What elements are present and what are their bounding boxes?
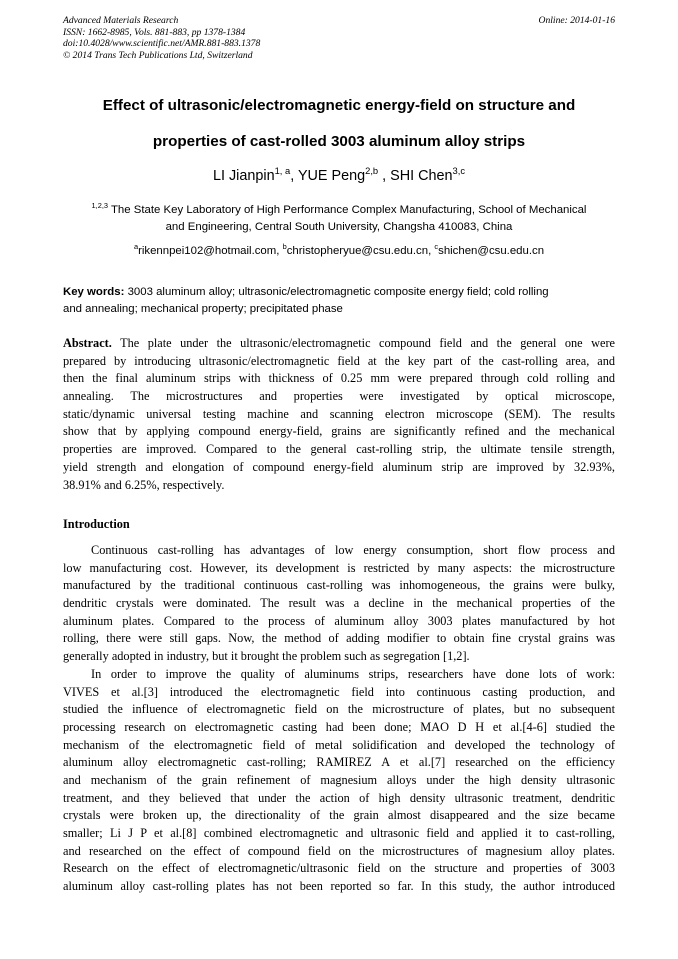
body-line: studied the influence of electromagnetic field on the microstructure of plates, but no subsequent <box>63 702 615 717</box>
introduction-body <box>63 542 615 896</box>
body-line: Continuous cast-rolling has advantages of low energy consumption, short flow process and <box>91 543 615 557</box>
keywords-section <box>63 284 615 318</box>
body-line: dendritic crystals were dominated. The result was a decline in the mechanical properties of the <box>63 596 615 611</box>
keywords-line-1 <box>63 284 615 301</box>
email-sup: c <box>434 242 439 252</box>
body-line: processing research on electromagnetic casting had been done; MAO D H et al.[4-6] studied the <box>63 719 615 734</box>
keywords-text-1: 3003 aluminum alloy; ultrasonic/electromagnetic composite energy field; cold rolling <box>124 286 549 298</box>
abstract-line: yield strength and elongation of compound energy-field aluminum strip are improved by 32.93%, <box>63 459 615 474</box>
email-sup: b <box>282 242 287 252</box>
body-line: aluminum plates. Compared to the process of aluminum alloy 3003 plates manufactured by hot <box>63 613 615 628</box>
email-link[interactable]: shichen@csu.edu.cn <box>438 245 545 257</box>
paper-title <box>40 88 638 160</box>
abstract-line: then the final aluminum strips with thickness of 0.25 mm were prepared through cold rolling and <box>63 371 615 386</box>
affiliation <box>63 202 615 236</box>
author-affil-sup: 2,b <box>365 166 379 177</box>
body-line: smaller; Li J P et al.[8] combined electromagnetic and ultrasonic field and applied it to cast-rolling, <box>63 826 615 840</box>
author-list: LI Jianpin$^{1, a}$, YUE Peng$^{2,b}$ , SHI Chen$^{3,c}$ <box>212 166 465 184</box>
email-sup: a <box>133 242 139 252</box>
body-line: manufactured by the traditional continuous cast-rolling was inhomogeneous, the grains were bulky, <box>63 578 615 593</box>
body-line: Research on the effect of electromagnetic/ultrasonic field on the structure and properties of 3003 <box>63 861 615 876</box>
body-line: mechanism of the electromagnetic field of metal solidification and developed the technology of <box>63 737 615 752</box>
body-line: generally adopted in industry, but it brought the problem such as segregation [1,2]. <box>63 649 470 664</box>
abstract-line: show that by applying compound energy-field, grains are significantly refined and the mechanical <box>63 424 615 439</box>
body-line: aluminum alloy cast-rolling plates has not been reported so far. In this study, the author introduced <box>63 879 615 894</box>
doi-line: doi:10.4028/www.scientific.net/AMR.881-883.1378 <box>63 38 261 49</box>
author-name: YUE Peng <box>297 168 366 184</box>
body-line: crystals were broken up, the directionality of the grain almost disappeared and the size became <box>63 808 615 823</box>
body-line: rolling, there were still gaps. Now, the method of adding modifier to obtain fine crystal grains was <box>63 631 615 646</box>
affiliation-line-1 <box>63 202 615 219</box>
body-line: VIVES et al.[3] introduced the electromagnetic field into continuous casting production, and <box>63 684 615 699</box>
abstract-text: The plate under the ultrasonic/electromagnetic compound field and the general one were <box>111 336 615 350</box>
email-list <box>40 242 638 257</box>
abstract-section <box>63 335 615 494</box>
section-heading-introduction: Introduction <box>63 517 130 531</box>
abstract-line: properties are improved. Compared to the general cast-rolling strip, the ultimate tensile strength, <box>63 442 615 457</box>
body-line: In order to improve the quality of aluminums strips, researchers have done lots of work: <box>91 666 615 681</box>
author-name: SHI Chen <box>390 168 453 184</box>
citation-block <box>63 15 260 61</box>
affiliation-sup: 1,2,3 <box>91 201 109 211</box>
body-line: low manufacturing cost. However, its development is restricted by many aspects: the microstructure <box>63 560 615 575</box>
author-name: LI Jianpin <box>212 168 275 184</box>
journal-name: Advanced Materials Research <box>63 15 179 26</box>
abstract-line: prepared by introducing ultrasonic/electromagnetic field at the key part of the cast-rolling area, and <box>63 353 615 368</box>
issn-line: ISSN: 1662-8985, Vols. 881-883, pp 1378-1384 <box>63 26 246 38</box>
body-line: treatment, and they believed that under the action of high density ultrasonic treatment, dendritic <box>63 790 615 805</box>
affiliation-line-2: and Engineering, Central South University, Changsha 410083, China <box>165 221 513 233</box>
abstract-line: 38.91% and 6.25%, respectively. <box>63 477 225 492</box>
online-date: Online: 2014-01-16 <box>538 15 615 26</box>
author-affil-sup: 3,c <box>452 166 465 177</box>
title-line-2: properties of cast-rolled 3003 aluminum alloy strips <box>152 133 526 150</box>
body-line: and mechanism of the grain refinement of magnesium alloys under the high density ultrasonic <box>63 772 615 787</box>
title-line-1: Effect of ultrasonic/electromagnetic energy-field on structure and <box>102 97 576 114</box>
author-affil-sup: 1, a <box>274 166 291 177</box>
abstract-line: annealing. The microstructures and properties were investigated by optical microscope, <box>63 389 615 404</box>
keywords-label: Key words: <box>63 286 125 298</box>
abstract-line: static/dynamic universal testing machine and scanning electron microscope (SEM). The results <box>63 406 615 421</box>
body-line: and researched on the effect of compound field on the microstructures of magnesium alloy plates. <box>63 843 615 858</box>
keywords-line-2: and annealing; mechanical property; precipitated phase <box>63 303 343 315</box>
body-line: aluminum alloy electromagnetic cast-rolling; RAMIREZ A et al.[7] researched on the efficiency <box>63 755 615 770</box>
email-link[interactable]: christopheryue@csu.edu.cn, <box>286 245 435 257</box>
affiliation-text-1: The State Key Laboratory of High Performance Complex Manufacturing, School of Mechanical <box>108 204 587 216</box>
copyright-line: © 2014 Trans Tech Publications Ltd, Switzerland <box>63 49 253 61</box>
abstract-label: Abstract. <box>63 336 112 350</box>
abstract-line <box>63 335 615 353</box>
email-link[interactable]: rikennpei102@hotmail.com, <box>138 245 283 257</box>
